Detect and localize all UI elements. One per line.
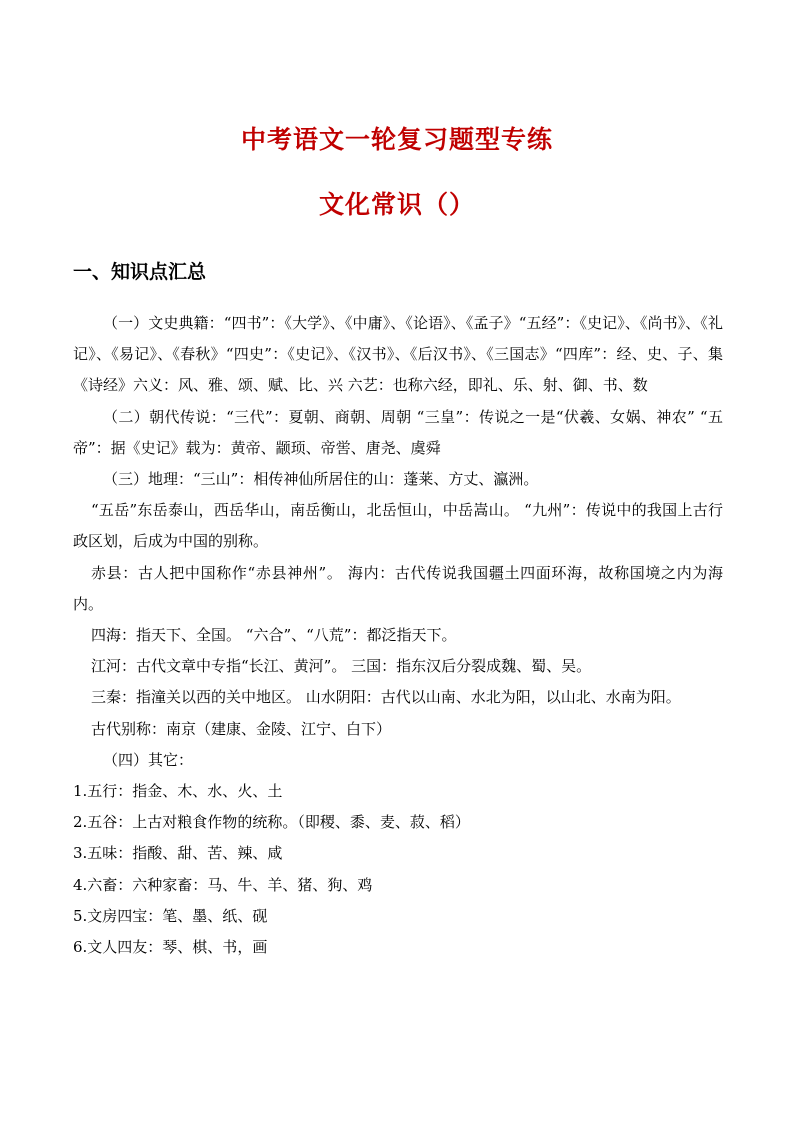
list-item: 2.五谷：上古对粮食作物的统称。（即稷、黍、麦、菽、稻） — [73, 813, 470, 832]
paragraph-geography: （三）地理：“三山”：相传神仙所居住的山：蓬莱、方丈、瀛洲。 — [103, 470, 539, 489]
paragraph-sihai: 四海：指天下、全国。 “六合”、“八荒”：都泛指天下。 — [91, 626, 457, 645]
paragraph-jianghe: 江河：古代文章中专指“长江、黄河”。 三国：指东汉后分裂成魏、蜀、吴。 — [91, 657, 592, 676]
document-title: 中考语文一轮复习题型专练 — [240, 125, 553, 154]
section-heading: 一、知识点汇总 — [73, 261, 207, 283]
list-item: 5.文房四宝：笔、墨、纸、砚 — [73, 906, 268, 925]
paragraph-others: （四）其它： — [103, 750, 194, 769]
paragraph-ancient-names: 古代别称：南京（建康、金陵、江宁、白下） — [91, 719, 392, 738]
list-item: 3.五味：指酸、甜、苦、辣、咸 — [73, 844, 283, 863]
document-subtitle: 文化常识（） — [318, 190, 475, 219]
paragraph-classics: （一）文史典籍：“四书”：《大学》、《中庸》、《论语》、《孟子》“五经”：《史记》、《尚书》、《礼记》、《易记》、《春秋》“四史”：《史记》、《汉书》、《后汉书》、《三国志》“四库”：经、史、子、集 《诗经》六义：风、雅、颂、赋、比、兴 六艺：也称六经，即礼、乐、射、御、书、数 — [73, 314, 723, 395]
list-item: 4.六畜：六种家畜：马、牛、羊、猪、狗、鸡 — [73, 875, 373, 894]
paragraph-sanqin: 三秦：指潼关以西的关中地区。 山水阴阳：古代以山南、水北为阳，以山北、水南为阳。 — [91, 688, 681, 707]
list-item: 6.文人四友：琴、棋、书，画 — [73, 938, 268, 957]
paragraph-dynasties: （二）朝代传说：“三代”：夏朝、商朝、周朝 “三皇”：传说之一是“伏羲、女娲、神农” “五帝”：据《史记》载为：黄帝、颛顼、帝喾、唐尧、虞舜 — [73, 407, 723, 457]
paragraph-chixian: 赤县：古人把中国称作“赤县神州”。 海内：古代传说我国疆土四面环海，故称国境之内为海内。 — [73, 563, 723, 613]
others-list — [73, 776, 723, 963]
paragraph-five-mountains: “五岳”东岳泰山，西岳华山，南岳衡山，北岳恒山，中岳嵩山。 “九州”：传说中的我国上古行政区划，后成为中国的别称。 — [73, 501, 723, 551]
list-item: 1.五行：指金、木、水、火、土 — [73, 782, 283, 801]
document-body — [73, 308, 723, 963]
